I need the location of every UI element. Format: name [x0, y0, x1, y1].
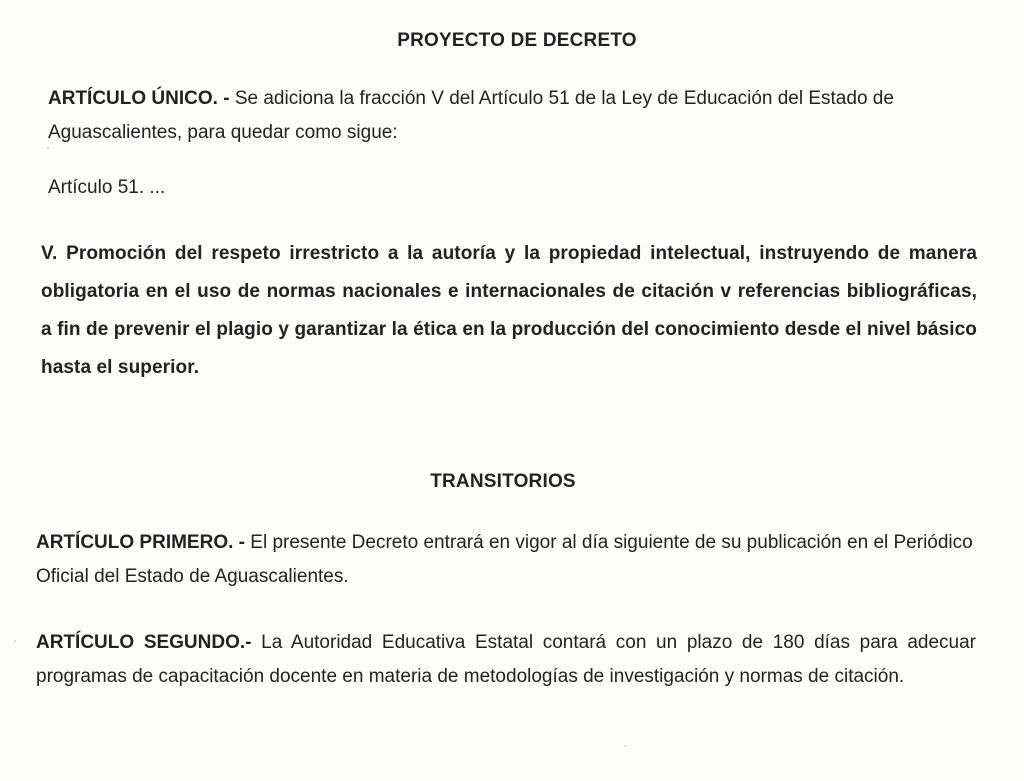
articulo-unico-paragraph: [48, 82, 993, 150]
articulo-unico-text: Se adiciona la fracción V del Artículo 51 de la Ley de Educación del Estado de Aguascalientes, para quedar como sigue:: [48, 88, 894, 143]
articulo-primero-label: ARTÍCULO PRIMERO. -: [36, 532, 245, 553]
articulo-segundo-text: La Autoridad Educativa Estatal contará con un plazo de 180 días para adecuar programas de capacitación docente en materia de metodologías de investigación y normas de citación.: [36, 632, 977, 687]
fraccion-v-paragraph: V. Promoción del respeto irrestricto a la autoría y la propiedad intelectual, instruyendo de manera obligatoria en el uso de normas nacionales e internacionales de citación v referencias bibliográficas, a fin de prevenir el plagio y garantizar la ética en la producción del conocimiento desde el nivel básico hasta el superior.: [41, 243, 977, 378]
transitorios-title: TRANSITORIOS: [430, 471, 576, 492]
scan-speck: [14, 640, 16, 642]
articulo-51-heading: Artículo 51. ...: [48, 177, 166, 198]
articulo-primero-text: El presente Decreto entrará en vigor al día siguiente de su publicación en el Periódico Oficial del Estado de Aguascalientes.: [36, 532, 973, 587]
articulo-segundo-label: ARTÍCULO SEGUNDO.-: [36, 632, 252, 653]
document-title: PROYECTO DE DECRETO: [397, 30, 637, 51]
articulo-segundo-paragraph: [36, 626, 976, 694]
articulo-primero-paragraph: [36, 526, 986, 594]
articulo-unico-label: ARTÍCULO ÚNICO. -: [48, 88, 230, 109]
scan-speck: [624, 745, 626, 747]
scan-speck: [47, 147, 49, 149]
